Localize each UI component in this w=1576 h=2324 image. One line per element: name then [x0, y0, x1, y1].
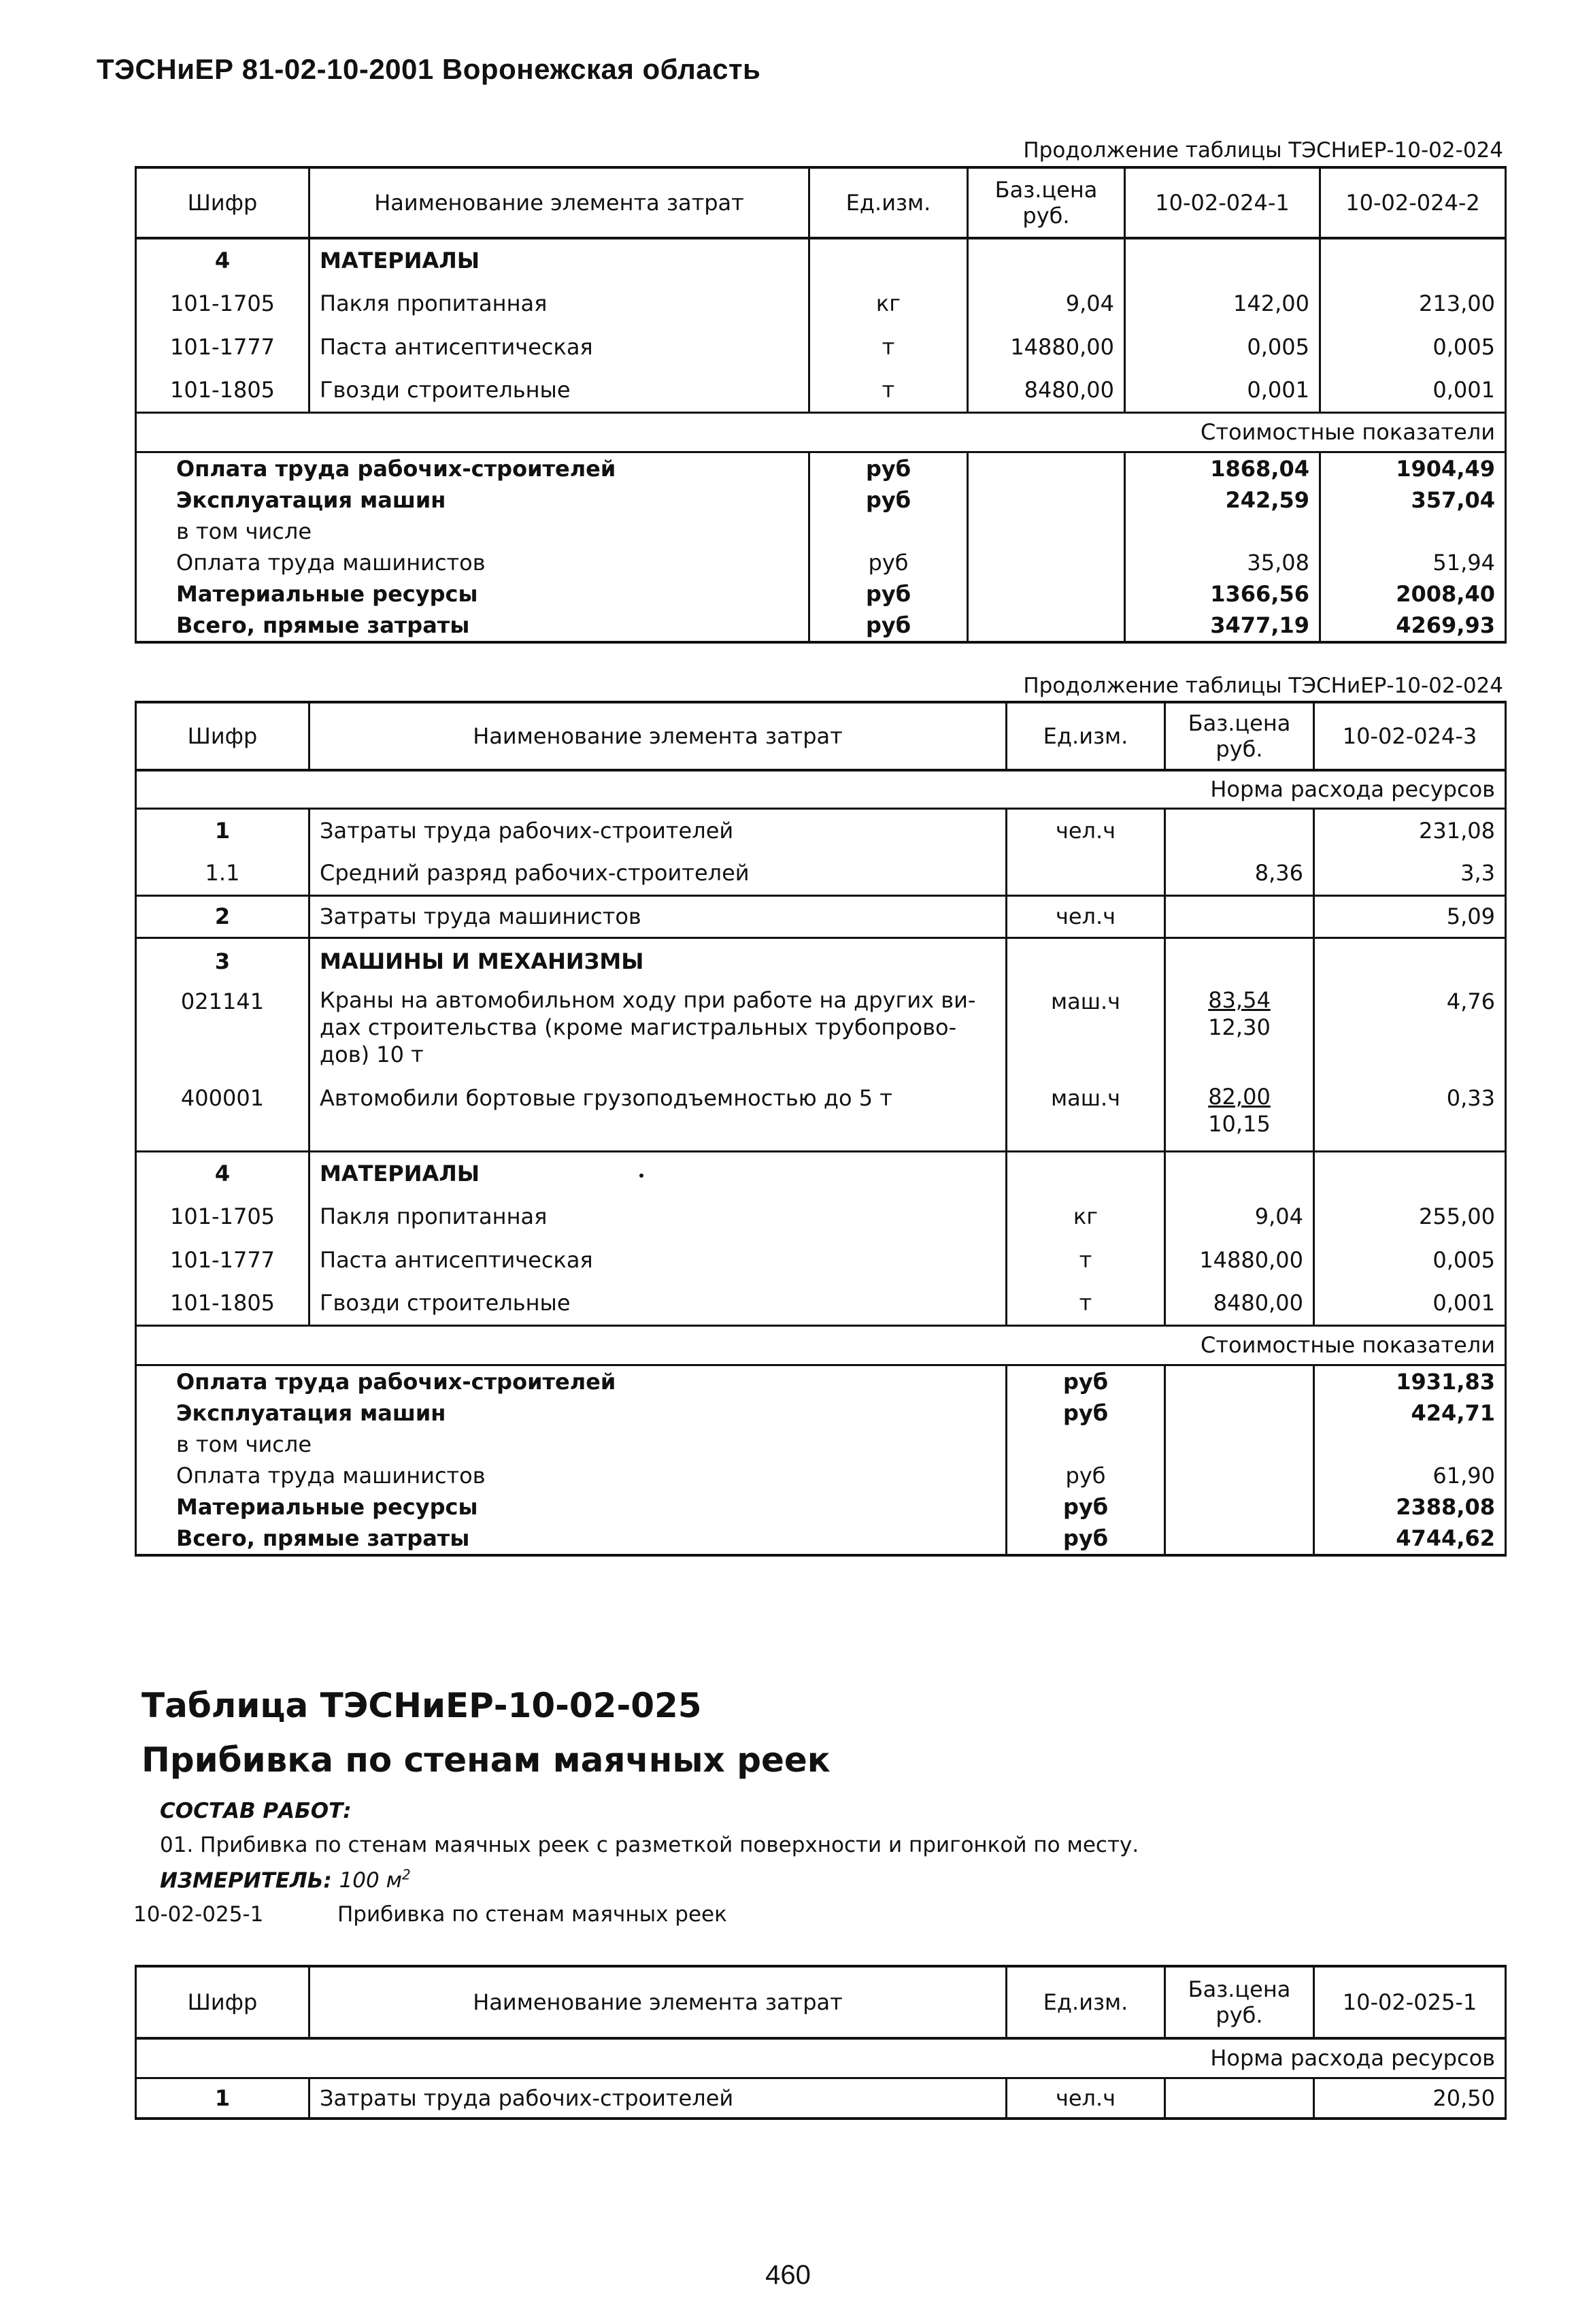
row-code: 101-1805: [136, 369, 309, 412]
table2: [135, 701, 1507, 1557]
row-value: 255,00: [1314, 1195, 1506, 1238]
table-row: [136, 852, 1506, 895]
row-name: Затраты труда машинистов: [309, 895, 1007, 937]
work-composition-label: СОСТАВ РАБОТ:: [160, 1799, 352, 1823]
row-price-bottom: 12,30: [1208, 1014, 1271, 1040]
table1: [135, 166, 1507, 644]
total-row: [136, 610, 1506, 642]
table-title: Таблица ТЭСНиЕР-10-02-025: [141, 1686, 702, 1725]
section-title: МАШИНЫ И МЕХАНИЗМЫ: [309, 937, 1007, 984]
stray-dot-mark: [639, 1174, 643, 1178]
cost-band-row: [136, 412, 1506, 452]
table-subtitle: Прибивка по стенам маячных реек: [141, 1740, 831, 1780]
total-row: [136, 1460, 1506, 1491]
table-row: [136, 895, 1506, 937]
col-header-unit: Ед.изм.: [1007, 1966, 1165, 2038]
total-label: Эксплуатация машин: [136, 1397, 1007, 1429]
table-row: [136, 282, 1506, 325]
row-value-2: 0,001: [1320, 369, 1506, 412]
table-row: [136, 984, 1506, 1080]
total-value: 424,71: [1314, 1397, 1506, 1429]
table-row: [136, 2078, 1506, 2119]
table-row: [136, 325, 1506, 369]
total-value-1: 35,08: [1125, 547, 1320, 578]
cost-band-row: [136, 1325, 1506, 1365]
row-name: Затраты труда рабочих-строителей: [309, 808, 1007, 852]
row-name: Затраты труда рабочих-строителей: [309, 2078, 1007, 2119]
total-value-2: 357,04: [1320, 484, 1506, 516]
table-row: [136, 937, 1506, 984]
row-unit: чел.ч: [1007, 808, 1165, 852]
row-value: 0,001: [1314, 1282, 1506, 1325]
section-title: МАТЕРИАЛЫ: [309, 238, 809, 282]
row-value: 5,09: [1314, 895, 1506, 937]
total-label: Оплата труда машинистов: [136, 1460, 1007, 1491]
total-row: [136, 1429, 1506, 1460]
row-name: Паста антисептическая: [309, 325, 809, 369]
row-value: 3,3: [1314, 852, 1506, 895]
col-header-norm: 10-02-025-1: [1314, 1966, 1506, 2038]
table2-caption: Продолжение таблицы ТЭСНиЕР-10-02-024: [1023, 674, 1503, 698]
row-price-pair: [1165, 1080, 1314, 1151]
col-header-norm-2: 10-02-024-2: [1320, 167, 1506, 238]
total-unit: руб: [1007, 1397, 1165, 1429]
table1-caption: Продолжение таблицы ТЭСНиЕР-10-02-024: [1023, 138, 1503, 163]
page-number: 460: [765, 2260, 811, 2290]
measure-value: 100 $м^2$: [339, 1867, 411, 1893]
norm-name: Прибивка по стенам маячных реек: [337, 1902, 727, 1927]
row-value-1: 0,001: [1125, 369, 1320, 412]
col-header-norm-3: 10-02-024-3: [1314, 702, 1506, 770]
col-header-price: Баз.цена руб.: [1165, 702, 1314, 770]
total-unit: руб: [809, 452, 968, 484]
row-price: 9,04: [968, 282, 1125, 325]
total-row: [136, 1491, 1506, 1523]
document-header: ТЭСНиЕР 81-02-10-2001 Воронежская область: [97, 53, 761, 85]
row-code: 1.1: [136, 852, 309, 895]
row-unit: т: [1007, 1238, 1165, 1282]
total-label: в том числе: [136, 1429, 1007, 1460]
row-code: 2: [136, 895, 309, 937]
row-name: Пакля пропитанная: [309, 282, 809, 325]
norm-band-row: [136, 2038, 1506, 2078]
row-price: 8480,00: [968, 369, 1125, 412]
norm-code: 10-02-025-1: [133, 1902, 264, 1927]
norm-band-row: [136, 770, 1506, 808]
total-row: [136, 1397, 1506, 1429]
table-row: [136, 238, 1506, 282]
total-unit: руб: [809, 578, 968, 610]
total-value: 2388,08: [1314, 1491, 1506, 1523]
row-value: 231,08: [1314, 808, 1506, 852]
col-header-code: Шифр: [136, 167, 309, 238]
col-header-code: Шифр: [136, 702, 309, 770]
total-value-1: 1366,56: [1125, 578, 1320, 610]
table3-header-row: [136, 1966, 1506, 2038]
total-value-1: 1868,04: [1125, 452, 1320, 484]
total-label: Всего, прямые затраты: [136, 1523, 1007, 1555]
row-value-2: 0,005: [1320, 325, 1506, 369]
total-label: Эксплуатация машин: [136, 484, 809, 516]
row-name: Средний разряд рабочих-строителей: [309, 852, 1007, 895]
total-value: 1931,83: [1314, 1365, 1506, 1397]
row-unit: чел.ч: [1007, 895, 1165, 937]
total-row: [136, 516, 1506, 547]
total-value-1: 3477,19: [1125, 610, 1320, 642]
row-unit: кг: [809, 282, 968, 325]
row-price-top: 82,00: [1208, 1084, 1271, 1110]
row-value: 0,33: [1314, 1080, 1506, 1151]
row-code: 101-1805: [136, 1282, 309, 1325]
total-row: [136, 578, 1506, 610]
row-unit: маш.ч: [1007, 984, 1165, 1080]
table-row: [136, 1195, 1506, 1238]
total-value: 61,90: [1314, 1460, 1506, 1491]
table-row: [136, 1151, 1506, 1195]
table-row: [136, 808, 1506, 852]
row-unit: кг: [1007, 1195, 1165, 1238]
cost-band-label: Стоимостные показатели: [136, 1325, 1506, 1365]
measure-label: ИЗМЕРИТЕЛЬ:: [160, 1868, 332, 1893]
total-label: Материальные ресурсы: [136, 1491, 1007, 1523]
row-name: Пакля пропитанная: [309, 1195, 1007, 1238]
table3: [135, 1965, 1507, 2120]
total-label: Всего, прямые затраты: [136, 610, 809, 642]
col-header-name: Наименование элемента затрат: [309, 1966, 1007, 2038]
row-price: 8480,00: [1165, 1282, 1314, 1325]
total-unit: руб: [1007, 1523, 1165, 1555]
total-unit: руб: [809, 610, 968, 642]
total-unit: руб: [809, 547, 968, 578]
row-price: 14880,00: [968, 325, 1125, 369]
row-unit: маш.ч: [1007, 1080, 1165, 1151]
row-price-top: 83,54: [1208, 987, 1271, 1013]
row-name: Краны на автомобильном ходу при работе на других ви-дах строительства (кроме магистральных трубопрово-дов) 10 т: [309, 984, 1007, 1080]
table-row: [136, 369, 1506, 412]
row-unit: т: [1007, 1282, 1165, 1325]
total-unit: руб: [1007, 1491, 1165, 1523]
section-title: МАТЕРИАЛЫ: [309, 1151, 1007, 1195]
row-unit: т: [809, 325, 968, 369]
section-code: 4: [136, 1151, 309, 1195]
total-row: [136, 452, 1506, 484]
col-header-price: Баз.цена руб.: [1165, 1966, 1314, 2038]
row-price-bottom: 10,15: [1208, 1111, 1271, 1137]
row-value: 20,50: [1314, 2078, 1506, 2119]
total-label: в том числе: [136, 516, 809, 547]
col-header-unit: Ед.изм.: [809, 167, 968, 238]
row-code: 021141: [136, 984, 309, 1080]
total-value-2: 4269,93: [1320, 610, 1506, 642]
total-unit: руб: [1007, 1460, 1165, 1491]
total-label: Материальные ресурсы: [136, 578, 809, 610]
table-row: [136, 1238, 1506, 1282]
table1-header-row: [136, 167, 1506, 238]
row-price-pair: [1165, 984, 1314, 1080]
table2-header-row: [136, 702, 1506, 770]
section-code: 4: [136, 238, 309, 282]
work-composition-item: 01. Прибивка по стенам маячных реек с разметкой поверхности и пригонкой по месту.: [160, 1833, 1139, 1857]
total-label: Оплата труда машинистов: [136, 547, 809, 578]
col-header-unit: Ед.изм.: [1007, 702, 1165, 770]
norm-band-label: Норма расхода ресурсов: [136, 2038, 1506, 2078]
col-header-code: Шифр: [136, 1966, 309, 2038]
row-unit: чел.ч: [1007, 2078, 1165, 2119]
total-value-1: 242,59: [1125, 484, 1320, 516]
row-code: 400001: [136, 1080, 309, 1151]
total-row: [136, 547, 1506, 578]
total-row: [136, 484, 1506, 516]
total-label: Оплата труда рабочих-строителей: [136, 452, 809, 484]
row-price: 8,36: [1165, 852, 1314, 895]
row-code: 101-1705: [136, 282, 309, 325]
row-value: 4,76: [1314, 984, 1506, 1080]
total-value-2: 1904,49: [1320, 452, 1506, 484]
row-value-2: 213,00: [1320, 282, 1506, 325]
measure-line: [160, 1867, 411, 1893]
row-price: 14880,00: [1165, 1238, 1314, 1282]
cost-band-label: Стоимостные показатели: [136, 412, 1506, 452]
total-value-2: 51,94: [1320, 547, 1506, 578]
row-name: Автомобили бортовые грузоподъемностью до 5 т: [309, 1080, 1007, 1151]
row-code: 101-1705: [136, 1195, 309, 1238]
col-header-norm-1: 10-02-024-1: [1125, 167, 1320, 238]
row-code: 1: [136, 2078, 309, 2119]
norm-band-label: Норма расхода ресурсов: [136, 770, 1506, 808]
row-name: Паста антисептическая: [309, 1238, 1007, 1282]
total-value: 4744,62: [1314, 1523, 1506, 1555]
total-label: Оплата труда рабочих-строителей: [136, 1365, 1007, 1397]
total-unit: руб: [809, 484, 968, 516]
row-price: 9,04: [1165, 1195, 1314, 1238]
row-unit: т: [809, 369, 968, 412]
row-name: Гвозди строительные: [309, 369, 809, 412]
row-code: 1: [136, 808, 309, 852]
row-code: 101-1777: [136, 325, 309, 369]
table-row: [136, 1282, 1506, 1325]
row-value: 0,005: [1314, 1238, 1506, 1282]
total-row: [136, 1523, 1506, 1555]
col-header-name: Наименование элемента затрат: [309, 167, 809, 238]
row-code: 101-1777: [136, 1238, 309, 1282]
total-row: [136, 1365, 1506, 1397]
total-value-2: 2008,40: [1320, 578, 1506, 610]
row-value-1: 142,00: [1125, 282, 1320, 325]
table-row: [136, 1080, 1506, 1151]
section-code: 3: [136, 937, 309, 984]
col-header-name: Наименование элемента затрат: [309, 702, 1007, 770]
row-name: Гвозди строительные: [309, 1282, 1007, 1325]
col-header-price: Баз.цена руб.: [968, 167, 1125, 238]
row-value-1: 0,005: [1125, 325, 1320, 369]
total-unit: руб: [1007, 1365, 1165, 1397]
